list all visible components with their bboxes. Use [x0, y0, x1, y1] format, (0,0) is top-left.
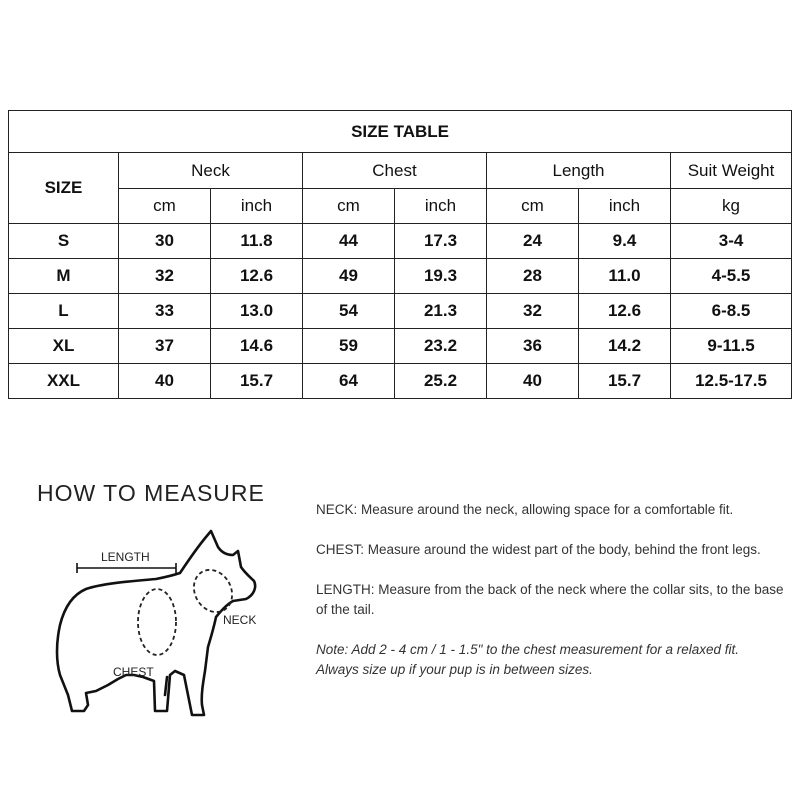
size-cell: S — [9, 224, 119, 259]
table-cell: 54 — [303, 294, 395, 329]
neck-header: Neck — [119, 153, 303, 189]
table-cell: 9.4 — [579, 224, 671, 259]
table-cell: 13.0 — [211, 294, 303, 329]
length-guide — [77, 563, 176, 573]
table-cell: 40 — [487, 364, 579, 399]
table-row — [9, 364, 792, 399]
table-cell: 14.6 — [211, 329, 303, 364]
size-header: SIZE — [9, 153, 119, 224]
table-row — [9, 259, 792, 294]
neck-label: NECK — [223, 613, 257, 627]
fit-note-line-1: Note: Add 2 - 4 cm / 1 - 1.5" to the chest measurement for a relaxed fit. — [316, 642, 739, 657]
size-cell: L — [9, 294, 119, 329]
how-to-measure-title: HOW TO MEASURE — [37, 480, 265, 506]
length-label: LENGTH — [101, 550, 150, 564]
table-cell: 12.6 — [211, 259, 303, 294]
table-cell: 23.2 — [395, 329, 487, 364]
table-cell: 12.5-17.5 — [671, 364, 792, 399]
table-cell: 19.3 — [395, 259, 487, 294]
table-row — [9, 294, 792, 329]
table-cell: 37 — [119, 329, 211, 364]
measure-guides — [138, 563, 240, 655]
table-cell: 25.2 — [395, 364, 487, 399]
table-cell: 40 — [119, 364, 211, 399]
unit-cell: kg — [671, 189, 792, 224]
length-note: LENGTH: Measure from the back of the neck where the collar sits, to the base of the tail. — [316, 582, 784, 617]
table-cell: 11.8 — [211, 224, 303, 259]
table-cell: 3-4 — [671, 224, 792, 259]
table-cell: 14.2 — [579, 329, 671, 364]
table-cell: 64 — [303, 364, 395, 399]
neck-guide — [186, 563, 239, 619]
fit-note — [316, 640, 796, 680]
table-cell: 9-11.5 — [671, 329, 792, 364]
unit-cell: cm — [119, 189, 211, 224]
table-cell: 12.6 — [579, 294, 671, 329]
table-title: SIZE TABLE — [9, 111, 792, 153]
size-cell: XXL — [9, 364, 119, 399]
unit-cell: inch — [211, 189, 303, 224]
table-cell: 30 — [119, 224, 211, 259]
chest-note: CHEST: Measure around the widest part of the body, behind the front legs. — [316, 542, 761, 557]
fit-note-line-2: Always size up if your pup is in between sizes. — [316, 662, 593, 677]
table-cell: 6-8.5 — [671, 294, 792, 329]
table-row — [9, 329, 792, 364]
table-cell: 32 — [119, 259, 211, 294]
table-cell: 59 — [303, 329, 395, 364]
table-cell: 17.3 — [395, 224, 487, 259]
table-cell: 21.3 — [395, 294, 487, 329]
size-cell: XL — [9, 329, 119, 364]
unit-cell: cm — [487, 189, 579, 224]
unit-cell: inch — [579, 189, 671, 224]
measure-notes — [316, 500, 796, 680]
dog-measure-diagram — [30, 525, 310, 725]
length-header: Length — [487, 153, 671, 189]
table-cell: 44 — [303, 224, 395, 259]
unit-cell: cm — [303, 189, 395, 224]
table-cell: 33 — [119, 294, 211, 329]
table-cell: 28 — [487, 259, 579, 294]
table-cell: 32 — [487, 294, 579, 329]
table-cell: 24 — [487, 224, 579, 259]
table-cell: 49 — [303, 259, 395, 294]
table-cell: 15.7 — [211, 364, 303, 399]
chest-header: Chest — [303, 153, 487, 189]
weight-header: Suit Weight — [671, 153, 792, 189]
table-cell: 36 — [487, 329, 579, 364]
table-cell: 15.7 — [579, 364, 671, 399]
size-cell: M — [9, 259, 119, 294]
unit-cell: inch — [395, 189, 487, 224]
table-cell: 11.0 — [579, 259, 671, 294]
table-row — [9, 224, 792, 259]
neck-note: NECK: Measure around the neck, allowing space for a comfortable fit. — [316, 502, 734, 517]
chest-label: CHEST — [113, 665, 154, 679]
chest-guide — [138, 589, 176, 655]
table-cell: 4-5.5 — [671, 259, 792, 294]
size-table — [8, 110, 792, 399]
